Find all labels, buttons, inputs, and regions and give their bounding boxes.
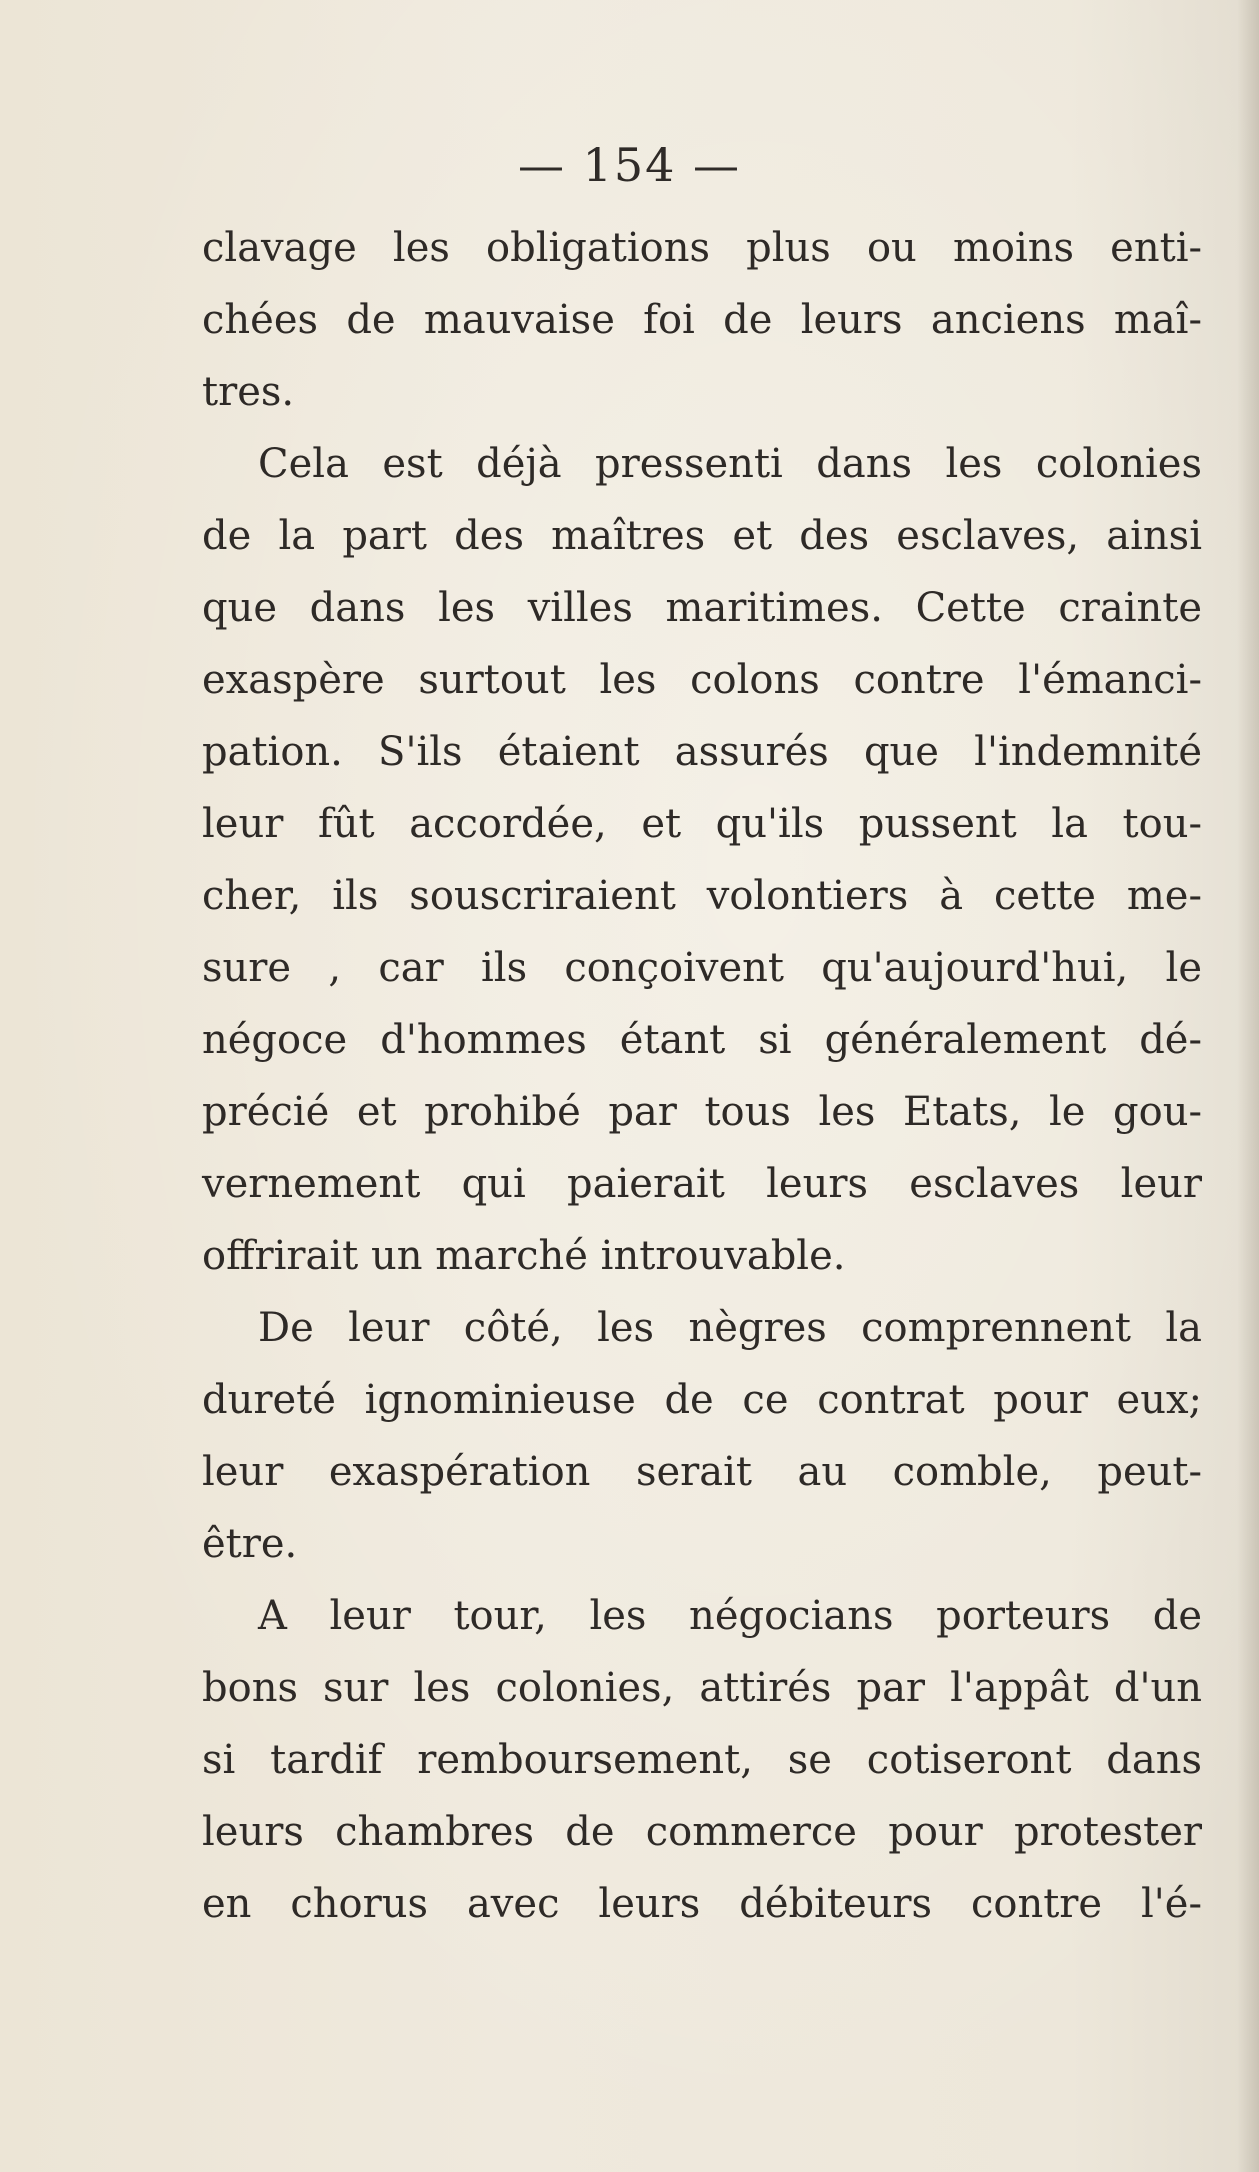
text-line: leur exaspération serait au comble, peut- — [202, 1449, 1202, 1495]
text-line: être. — [202, 1521, 298, 1567]
text-line: Cela est déjà pressenti dans les colonies — [258, 441, 1202, 487]
text-line: tres. — [202, 369, 295, 415]
text-line: précié et prohibé par tous les Etats, le gou- — [202, 1089, 1202, 1135]
text-line: offrirait un marché introuvable. — [202, 1233, 846, 1279]
text-line: chées de mauvaise foi de leurs anciens maî- — [202, 297, 1202, 343]
page-edge-shadow — [1237, 0, 1259, 2172]
paragraph — [202, 1580, 1202, 1940]
text-line: dureté ignominieuse de ce contrat pour eux; — [202, 1377, 1202, 1423]
text-line: De leur côté, les nègres comprennent la — [258, 1305, 1202, 1351]
text-line: bons sur les colonies, attirés par l'appât d'un — [202, 1665, 1202, 1711]
text-line: leurs chambres de commerce pour protester — [202, 1809, 1202, 1855]
text-line: exaspère surtout les colons contre l'émanci- — [202, 657, 1202, 703]
text-line: leur fût accordée, et qu'ils pussent la tou- — [202, 801, 1202, 847]
text-line: pation. S'ils étaient assurés que l'indemnité — [202, 729, 1202, 775]
text-line: si tardif remboursement, se cotiseront dans — [202, 1737, 1202, 1783]
text-line: cher, ils souscriraient volontiers à cette me- — [202, 873, 1202, 919]
text-line: que dans les villes maritimes. Cette crainte — [202, 585, 1202, 631]
text-line: vernement qui paierait leurs esclaves leur — [202, 1161, 1202, 1207]
text-line: en chorus avec leurs débiteurs contre l'é- — [202, 1881, 1202, 1927]
paragraph — [202, 428, 1202, 1292]
text-line: clavage les obligations plus ou moins enti- — [202, 225, 1202, 271]
page-number: — 154 — — [517, 138, 742, 192]
paragraph — [202, 212, 1202, 428]
text-line: de la part des maîtres et des esclaves, ainsi — [202, 513, 1202, 559]
body-text — [202, 212, 1202, 1940]
paragraph — [202, 1292, 1202, 1580]
text-line: sure , car ils conçoivent qu'aujourd'hui, le — [202, 945, 1202, 991]
text-line: négoce d'hommes étant si généralement dé- — [202, 1017, 1202, 1063]
text-line: A leur tour, les négocians porteurs de — [258, 1593, 1202, 1639]
